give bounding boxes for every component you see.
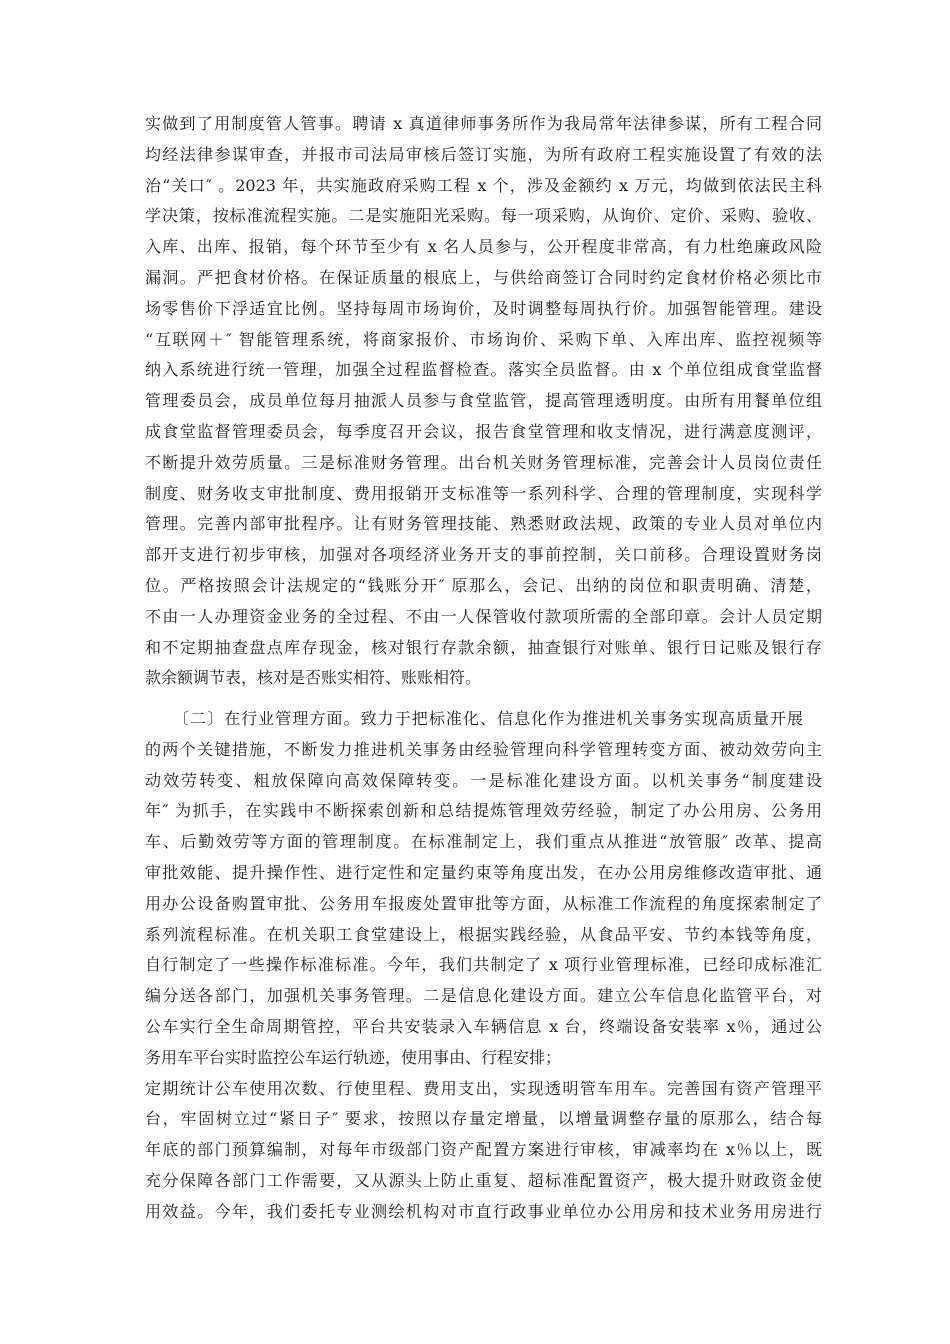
text-line: 动效劳转变、粗放保障向高效保障转变。一是标准化建设方面。以机关事务“制度建设 [145,770,822,790]
text-line: 审批效能、提升操作性、进行定性和定量约束等角度出发，在办公用房维修改造审批、通 [145,862,822,882]
text-line: 自行制定了一些操作标准标准。今年，我们共制定了 x 项行业管理标准，已经印成标准汇 [145,955,822,975]
text-line: 入库、出库、报销，每个环节至少有 x 名人员参与，公开程度非常高，有力杜绝廉政风险 [145,237,822,257]
text-line: 年底的部门预算编制，对每年市级部门资产配置方案进行审核，审减率均在 x％以上，既 [145,1140,822,1160]
text-line: 不断提升效劳质量。三是标准财务管理。出台机关财务管理标准，完善会计人员岗位责任 [145,452,822,472]
text-line: 场零售价下浮适宜比例。坚持每周市场询价，及时调整每周执行价。加强智能管理。建设 [145,298,822,318]
text-line: 定期统计公车使用次数、行使里程、费用支出，实现透明管车用车。完善国有资产管理平 [145,1078,822,1098]
text-line: 学决策，按标准流程实施。二是实施阳光采购。每一项采购，从询价、定价、采购、验收、 [145,206,822,226]
text-line: 管理。完善内部审批程序。让有财务管理技能、熟悉财政法规、政策的专业人员对单位内 [145,514,822,534]
paragraph-procurement-finance [145,109,822,694]
text-line: 款余额调节表，核对是否账实相符、账账相符。 [145,668,482,688]
text-line: 年″ 为抓手，在实践中不断探索创新和总结提炼管理效劳经验，制定了办公用房、公务用 [145,801,822,821]
text-line: 位。严格按照会计法规定的“钱账分开″ 原那么，会记、出纳的岗位和职责明确、清楚， [145,575,822,595]
text-line: 纳入系统进行统一管理，加强全过程监督检查。落实全员监督。由 x 个单位组成食堂监督 [145,360,822,380]
text-line: 管理委员会，成员单位每月抽派人员参与食堂监管，提高管理透明度。由所有用餐单位组 [145,391,822,411]
text-line: 治“关口″ 。2023 年，共实施政府采购工程 x 个，涉及金额约 x 万元，均做到依法民主科 [145,175,822,195]
text-line: 不由一人办理资金业务的全过程、不由一人保管收付款项所需的全部印章。会计人员定期 [145,606,822,626]
text-line: 用效益。今年，我们委托专业测绘机构对市直行政事业单位办公用房和技术业务用房进行 [145,1201,822,1221]
text-line: 车、后勤效劳等方面的管理制度。在标准制定上，我们重点从推进“放管服″ 改革、提高 [145,832,822,852]
text-line: 均经法律参谋审查，并报市司法局审核后签订实施，为所有政府工程实施设置了有效的法 [145,144,822,164]
text-line: 部开支进行初步审核，加强对各项经济业务开支的事前控制，关口前移。合理设置财务岗 [145,545,822,565]
text-line: 和不定期抽查盘点库存现金，核对银行存款余额，抽查银行对账单、银行日记账及银行存 [145,637,822,657]
text-line: 公车实行全生命周期管控，平台共安装录入车辆信息 x 台，终端设备安装率 x％，通过公 [145,1016,822,1036]
text-line: 编分送各部门，加强机关事务管理。二是信息化建设方面。建立公车信息化监管平台，对 [145,986,822,1006]
text-line: 系列流程标准。在机关职工食堂建设上，根据实践经验，从食品平安、节约本钱等角度， [145,924,822,944]
text-line: 漏洞。严把食材价格。在保证质量的根底上，与供给商签订合同时约定食材价格必须比市 [145,267,822,287]
paragraph-industry-management [145,704,822,1228]
text-line: 充分保障各部门工作需要，又从源头上防止重复、超标准配置资产，极大提升财政资金使 [145,1170,822,1190]
text-line: “互联网＋″ 智能管理系统，将商家报价、市场询价、采购下单、入库出库、监控视频等 [145,329,822,349]
text-line: 务用车平台实时监控公车运行轨迹，使用事由、行程安排； [145,1047,562,1067]
text-line: 成食堂监督管理委员会，每季度召开会议，报告食堂管理和收支情况，进行满意度测评， [145,421,822,441]
text-line: 制度、财务收支审批制度、费用报销开支标准等一系列科学、合理的管理制度，实现科学 [145,483,822,503]
text-line: 的两个关键措施，不断发力推进机关事务由经验管理向科学管理转变方面、被动效劳向主 [145,739,822,759]
text-line: 用办公设备购置审批、公务用车报废处置审批等方面，从标准工作流程的角度探索制定了 [145,893,822,913]
text-line: 实做到了用制度管人管事。聘请 x 真道律师事务所作为我局常年法律参谋，所有工程合同 [145,114,822,133]
text-line: 〔二〕在行业管理方面。致力于把标准化、信息化作为推进机关事务实现高质量开展 [173,709,803,728]
text-line: 台，牢固树立过“紧日子″ 要求，按照以存量定增量，以增量调整存量的原那么，结合每 [145,1109,822,1129]
